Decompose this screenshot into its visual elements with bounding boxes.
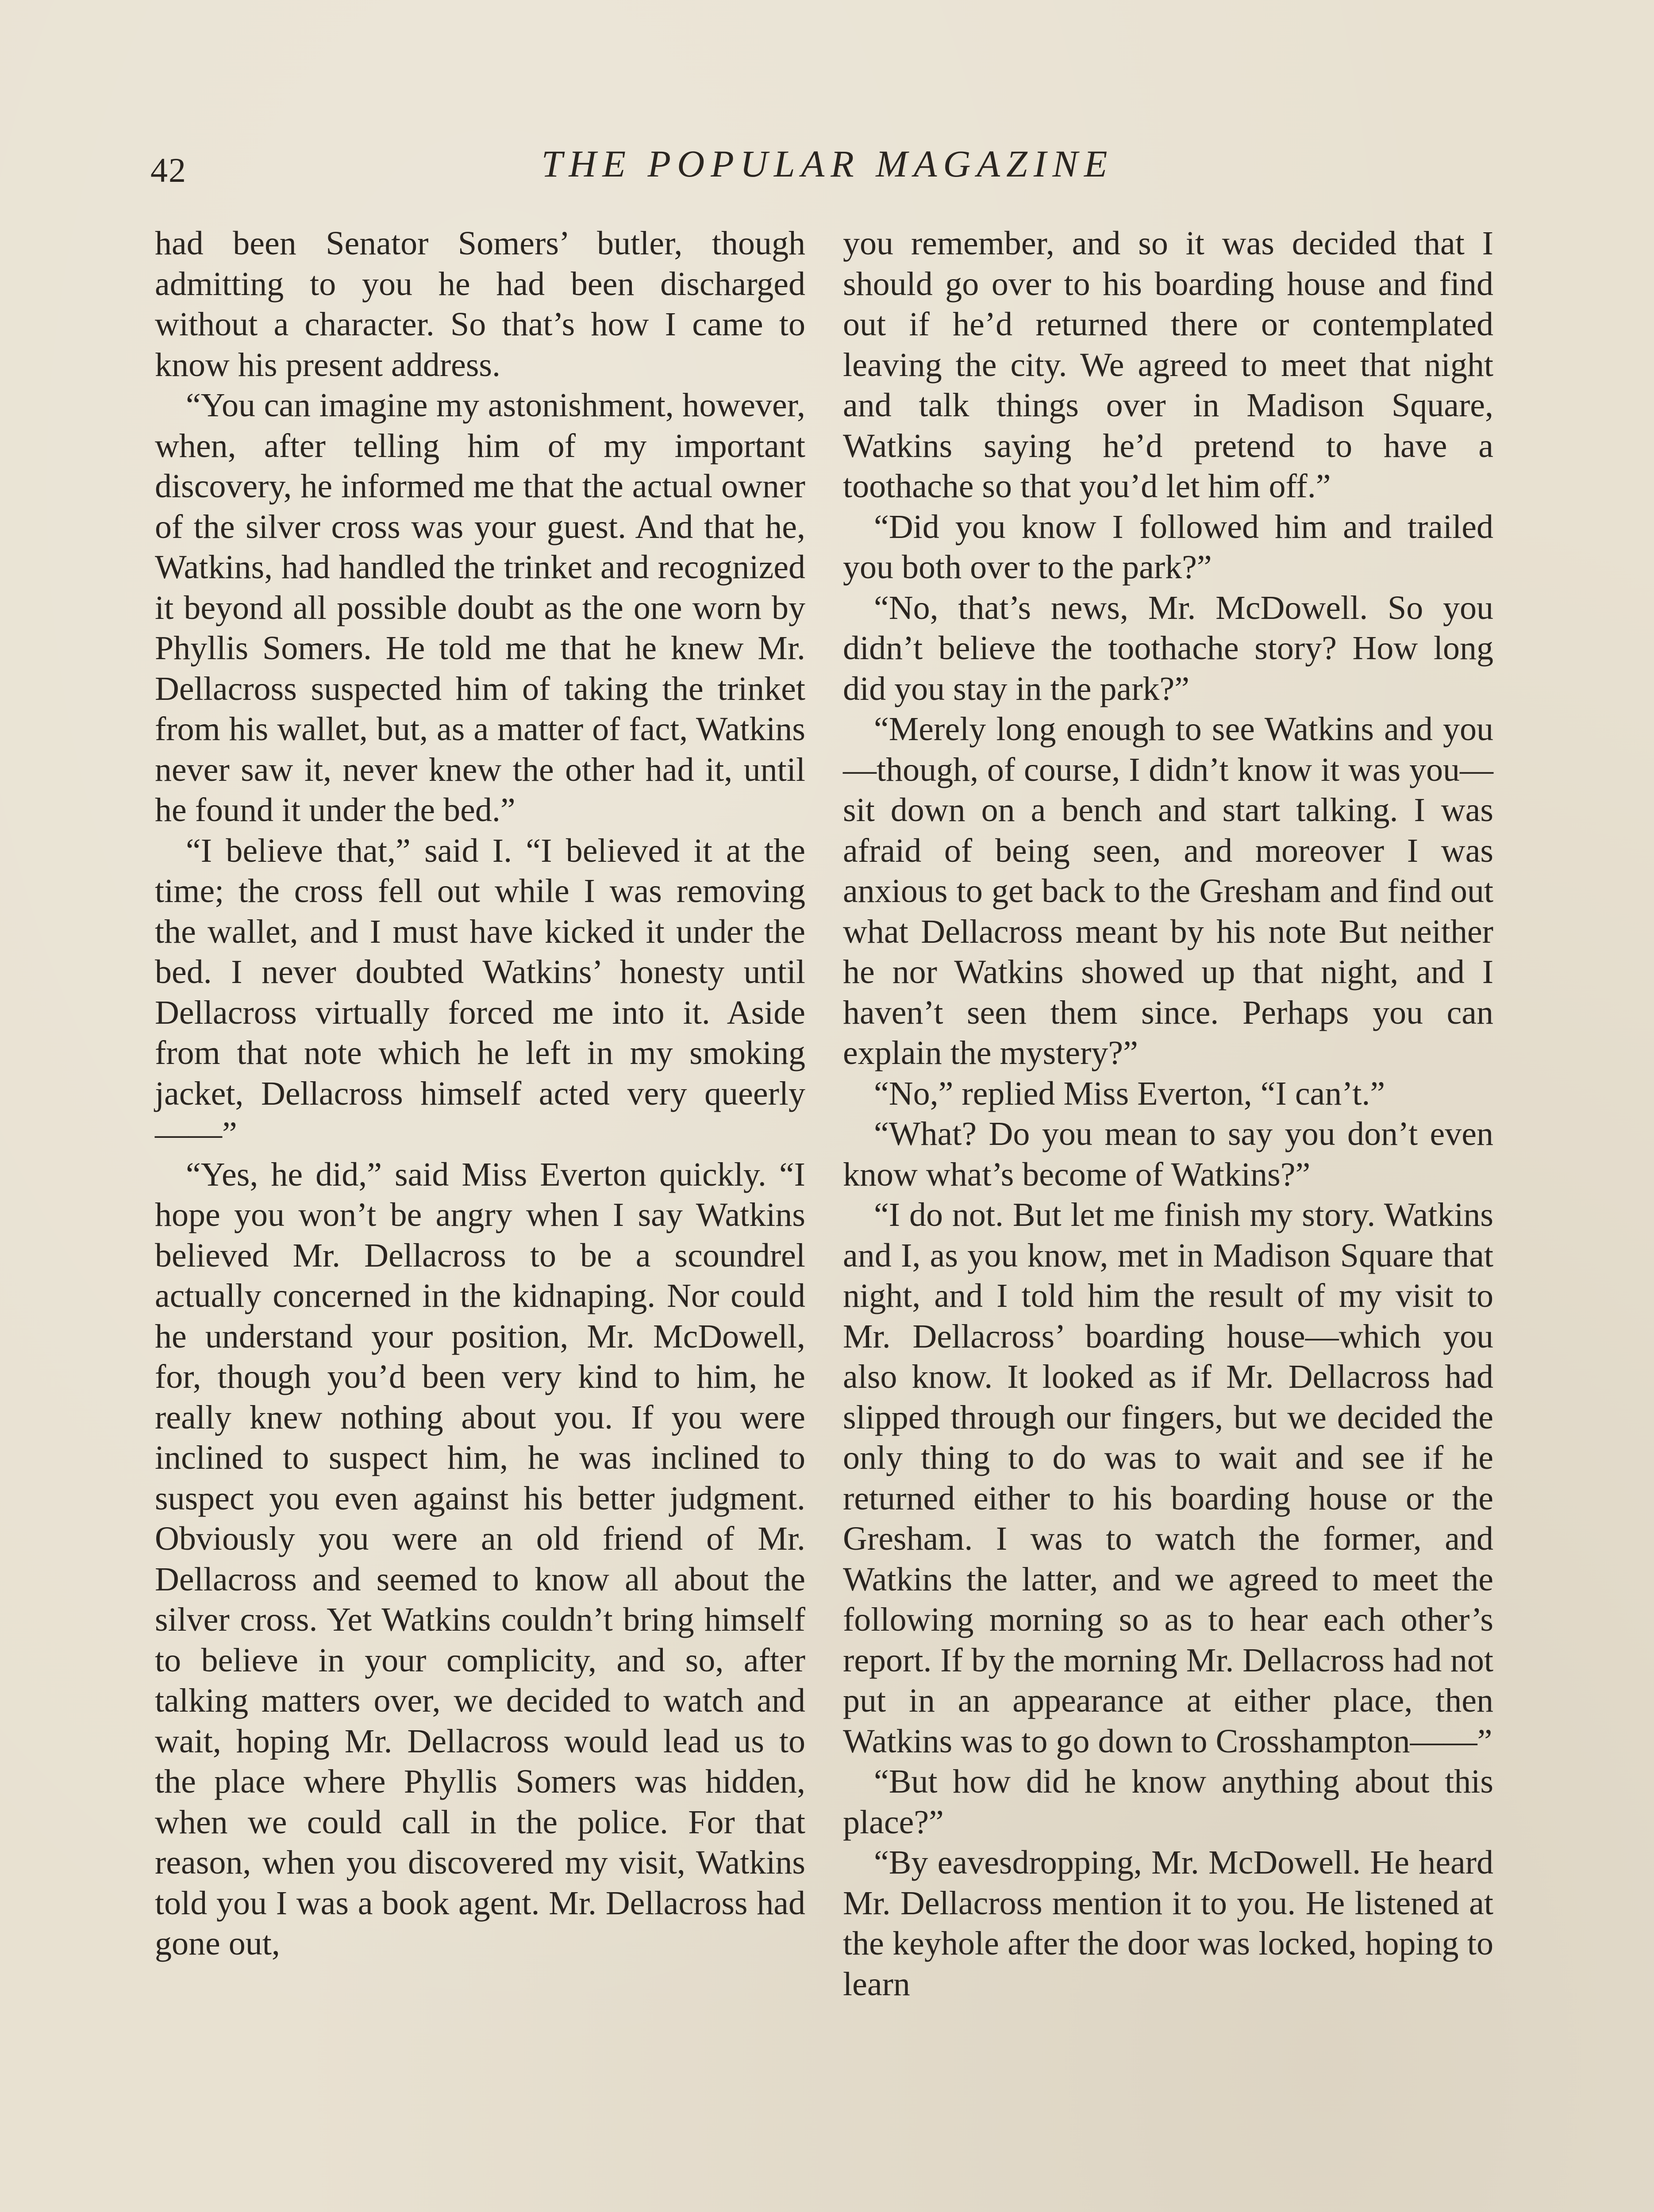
paragraph: “You can imagine my astonishment, however, when, after telling him of my important discovery, he informed me that the actual owner of the silver cross was your guest. And that he, Watkins, had handled the trinket and recognized it beyond all possible doubt as the one worn by Phyllis Somers. He told me that he knew Mr. Dellacross suspected him of taking the trinket from his wallet, but, as a matter of fact, Watkins never saw it, never knew the other had it, until he found it under the bed.”	[155, 387, 805, 829]
right-column	[843, 223, 1493, 2005]
paragraph: “I do not. But let me finish my story. Watkins and I, as you know, met in Madison Square that night, and I told him the result of my visit to Mr. Dellacross’ boarding house—which you also know. It looked as if Mr. Dellacross had slipped through our fingers, but we decided the only thing to do was to wait and see if he returned either to his boarding house or the Gresham. I was to watch the former, and Watkins the latter, and we agreed to meet the following morning so as to hear each other’s report. If by the morning Mr. Dellacross had not put in an appearance at either place, then Watkins was to go down to Crosshampton——”	[843, 1196, 1493, 1760]
paragraph: “Merely long enough to see Watkins and you—though, of course, I didn’t know it was you—sit down on a bench and start talking. I was afraid of being seen, and moreover I was anxious to get back to the Gresham and find out what Dellacross meant by his note But neither he nor Watkins showed up that night, and I haven’t seen them since. Perhaps you can explain the mystery?”	[843, 710, 1493, 1071]
page-number: 42	[150, 151, 187, 189]
paragraph: “By eavesdropping, Mr. McDowell. He heard Mr. Dellacross mention it to you. He listened at the keyhole after the door was locked, hoping to learn	[843, 1844, 1493, 2003]
paragraph: “Did you know I followed him and trailed you both over to the park?”	[843, 508, 1493, 586]
paragraph: “What? Do you mean to say you don’t even know what’s become of Watkins?”	[843, 1115, 1493, 1193]
paragraph: “But how did he know anything about this place?”	[843, 1763, 1493, 1841]
paragraph: “No, that’s news, Mr. McDowell. So you didn’t believe the toothache story? How long did you stay in the park?”	[843, 589, 1493, 707]
paragraph: had been Senator Somers’ butler, though admitting to you he had been discharged without a character. So that’s how I came to know his present address.	[155, 225, 805, 384]
paragraph: “I believe that,” said I. “I believed it at the time; the cross fell out while I was removing the wallet, and I must have kicked it under the bed. I never doubted Watkins’ honesty until Dellacross virtually forced me into it. Aside from that note which he left in my smoking jacket, Dellacross himself acted very queerly——”	[155, 832, 805, 1152]
running-head: THE POPULAR MAGAZINE	[541, 142, 1114, 185]
paragraph: “No,” replied Miss Everton, “I can’t.”	[874, 1075, 1385, 1112]
paragraph: “Yes, he did,” said Miss Everton quickly. “I hope you won’t be angry when I say Watkins believed Mr. Dellacross to be a scoundrel actually concerned in the kidnaping. Nor could he understand your position, Mr. McDowell, for, though you’d been very kind to him, he really knew nothing about you. If you were inclined to suspect him, he was inclined to suspect you even against his better judgment. Obviously you were an old friend of Mr. Dellacross and seemed to know all about the silver cross. Yet Watkins couldn’t bring himself to believe in your complicity, and so, after talking matters over, we decided to watch and wait, hoping Mr. Dellacross would lead us to the place where Phyllis Somers was hidden, when we could call in the police. For that reason, when you discovered my visit, Watkins told you I was a book agent. Mr. Dellacross had gone out,	[155, 1156, 805, 1962]
page-header	[150, 142, 1504, 204]
left-column	[155, 223, 805, 1964]
paragraph: you remember, and so it was decided that I should go over to his boarding house and find out if he’d returned there or contemplated leaving the city. We agreed to meet that night and talk things over in Madison Square, Watkins saying he’d pretend to have a toothache so that you’d let him off.”	[843, 225, 1493, 505]
